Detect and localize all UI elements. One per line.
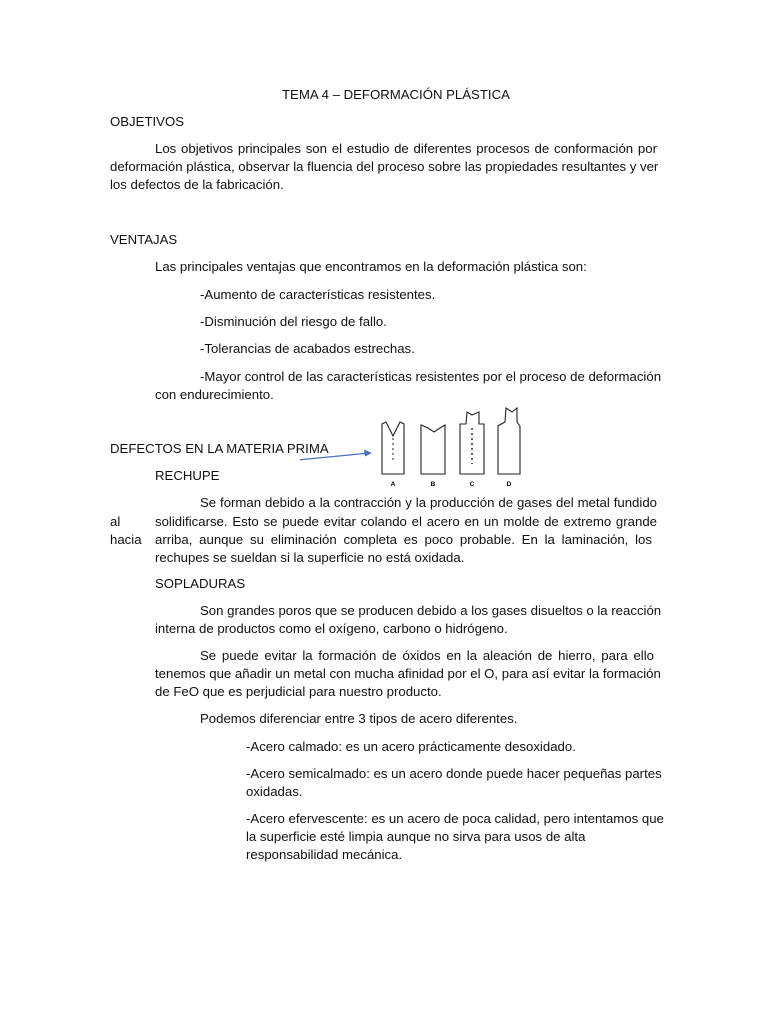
objetivos-line-3: los defectos de la fabricación. [110,177,284,192]
sopladuras-p2-line-2: tenemos que añadir un metal con mucha afinidad por el O, para así evitar la formación [155,666,661,681]
rechupe-margin-word-2: hacia [110,532,142,547]
sopladuras-p2-line-1: Se puede evitar la formación de óxidos en la aleación de hierro, para ello [200,648,654,663]
heading-defectos: DEFECTOS EN LA MATERIA PRIMA [110,441,329,456]
ingot-b-icon [421,425,445,474]
ventaja-item-4-cont: con endurecimiento. [155,387,274,402]
figure-label-c: C [469,481,475,488]
heading-rechupe: RECHUPE [155,468,220,483]
sopladuras-p2-line-3: de FeO que es perjudicial para nuestro producto. [155,684,442,699]
acero-tipo-3-line-2: la superficie esté limpia aunque no sirva para usos de alta [246,829,586,844]
rechupe-line-4: rechupes se sueldan si la superficie no está oxidada. [155,550,465,565]
rechupe-line-3: arriba, aunque su eliminación completa es poco probable. En la laminación, los [155,532,652,547]
figure-label-a: A [390,481,396,488]
arrow-head-icon [364,450,372,457]
ventaja-item-2: -Disminución del riesgo de fallo. [200,314,387,329]
ventaja-item-3: -Tolerancias de acabados estrechas. [200,341,415,356]
sopladuras-p3: Podemos diferenciar entre 3 tipos de acero diferentes. [200,711,518,726]
ingot-defects-figure [300,400,540,490]
acero-tipo-1: -Acero calmado: es un acero prácticamente desoxidado. [246,739,576,754]
heading-sopladuras: SOPLADURAS [155,576,246,591]
ingot-d-icon [498,408,520,474]
rechupe-margin-word-1: al [110,514,121,529]
objetivos-line-2: deformación plástica, observar la fluencia del proceso sobre las propiedades resultantes y ver [110,159,659,174]
acero-tipo-3-line-1: -Acero efervescente: es un acero de poca calidad, pero intentamos que [246,811,664,826]
rechupe-line-2: solidificarse. Esto se puede evitar colando el acero en un molde de extremo grande [155,514,657,529]
sopladuras-p1-line-1: Son grandes poros que se producen debido a los gases disueltos o la reacción [200,603,662,618]
ventajas-intro: Las principales ventajas que encontramos en la deformación plástica son: [155,259,587,274]
acero-tipo-2-line-2: oxidadas. [246,784,303,799]
figure-label-d: D [506,481,512,488]
objetivos-line-1: Los objetivos principales son el estudio de diferentes procesos de conformación por [155,141,657,156]
ventaja-item-1: -Aumento de características resistentes. [200,287,436,302]
page-title: TEMA 4 – DEFORMACIÓN PLÁSTICA [282,87,510,102]
rechupe-line-1: Se forman debido a la contracción y la producción de gases del metal fundido [200,495,657,510]
figure-label-b: B [430,481,436,488]
ventaja-item-4: -Mayor control de las características resistentes por el proceso de deformación [200,369,662,384]
arrow-line [300,453,370,468]
acero-tipo-3-line-3: responsabilidad mecánica. [246,847,403,862]
sopladuras-p1-line-2: interna de productos como el oxígeno, carbono o hidrógeno. [155,621,508,636]
heading-ventajas: VENTAJAS [110,232,178,247]
heading-objetivos: OBJETIVOS [110,114,185,129]
acero-tipo-2-line-1: -Acero semicalmado: es un acero donde puede hacer pequeñas partes [246,766,662,781]
